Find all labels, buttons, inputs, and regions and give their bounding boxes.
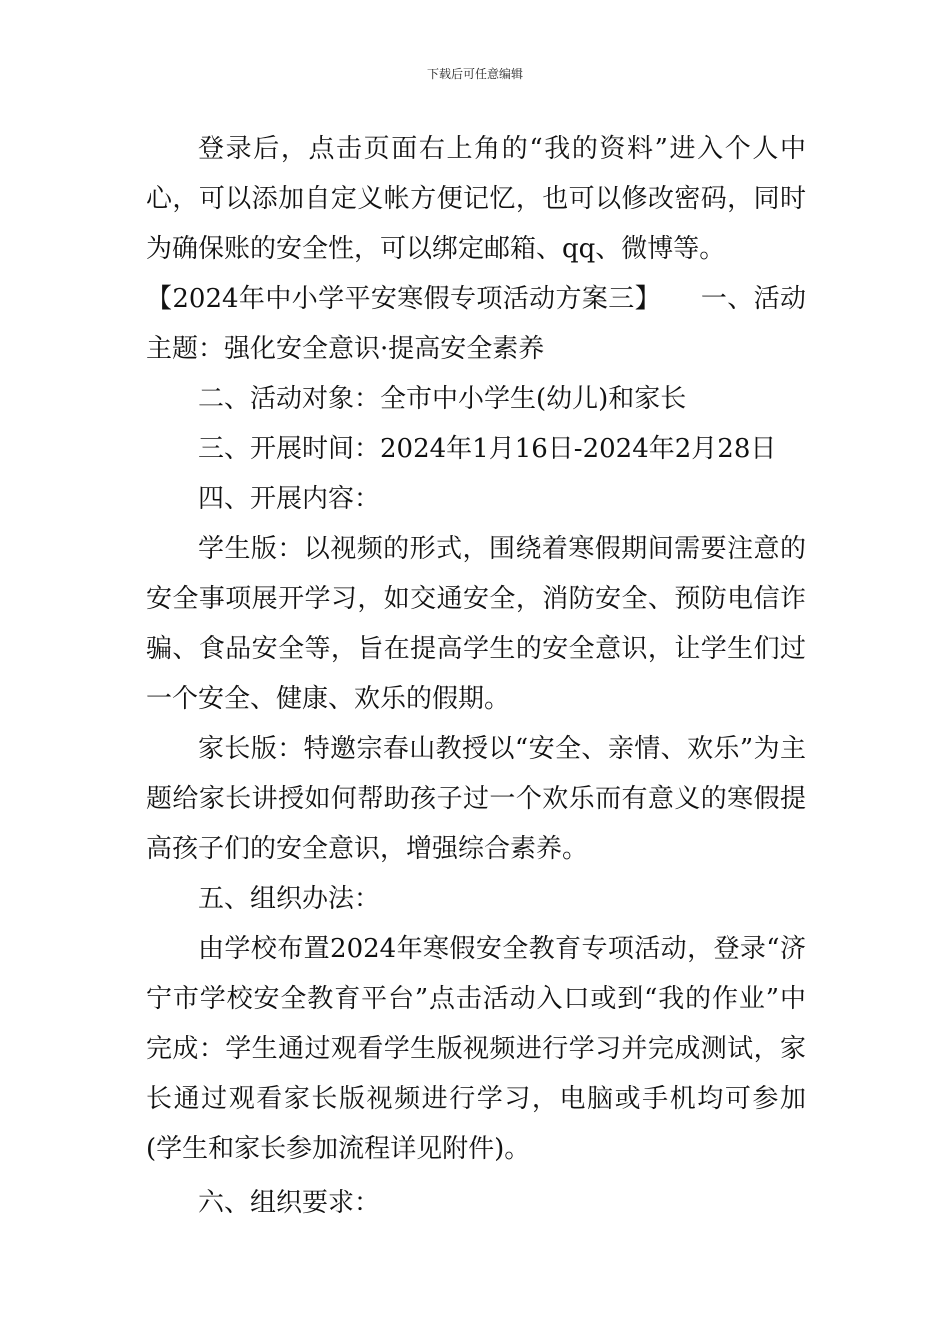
- paragraph-activity-target: 二、活动对象：全市中小学生(幼儿)和家长: [198, 384, 687, 414]
- paragraph-activity-time: 三、开展时间：2024年1月16日-2024年2月28日: [198, 434, 777, 464]
- paragraph-content-heading: 四、开展内容：: [198, 484, 381, 514]
- paragraph-organization-heading: 五、组织办法：: [198, 884, 381, 914]
- page-header: 下载后可任意编辑: [426, 67, 523, 81]
- document-body: [146, 124, 806, 1228]
- paragraph-login-instructions: 登录后，点击页面右上角的“我的资料”进入个人中心，可以添加自定义帐方便记忆，也可以修改密码，同时为确保账的安全性，可以绑定邮箱、qq、微博等。: [146, 134, 806, 264]
- paragraph-parent-version: 家长版：特邀宗春山教授以“安全、亲情、欢乐”为主题给家长讲授如何帮助孩子过一个欢乐而有意义的寒假提高孩子们的安全意识，增强综合素养。: [146, 734, 806, 864]
- paragraph-plan-title-theme: 【2024年中小学平安寒假专项活动方案三】 一、活动主题：强化安全意识·提高安全素养: [146, 284, 806, 364]
- paragraph-organization-method: 由学校布置2024年寒假安全教育专项活动，登录“济宁市学校安全教育平台”点击活动入口或到“我的作业”中完成：学生通过观看学生版视频进行学习并完成测试，家长通过观看家长版视频进行学习，电脑或手机均可参加(学生和家长参加流程详见附件)。: [146, 934, 806, 1164]
- paragraph-requirements-heading: 六、组织要求：: [198, 1188, 381, 1218]
- paragraph-student-version: 学生版：以视频的形式，围绕着寒假期间需要注意的安全事项展开学习，如交通安全，消防安全、预防电信诈骗、食品安全等，旨在提高学生的安全意识，让学生们过一个安全、健康、欢乐的假期。: [146, 534, 806, 714]
